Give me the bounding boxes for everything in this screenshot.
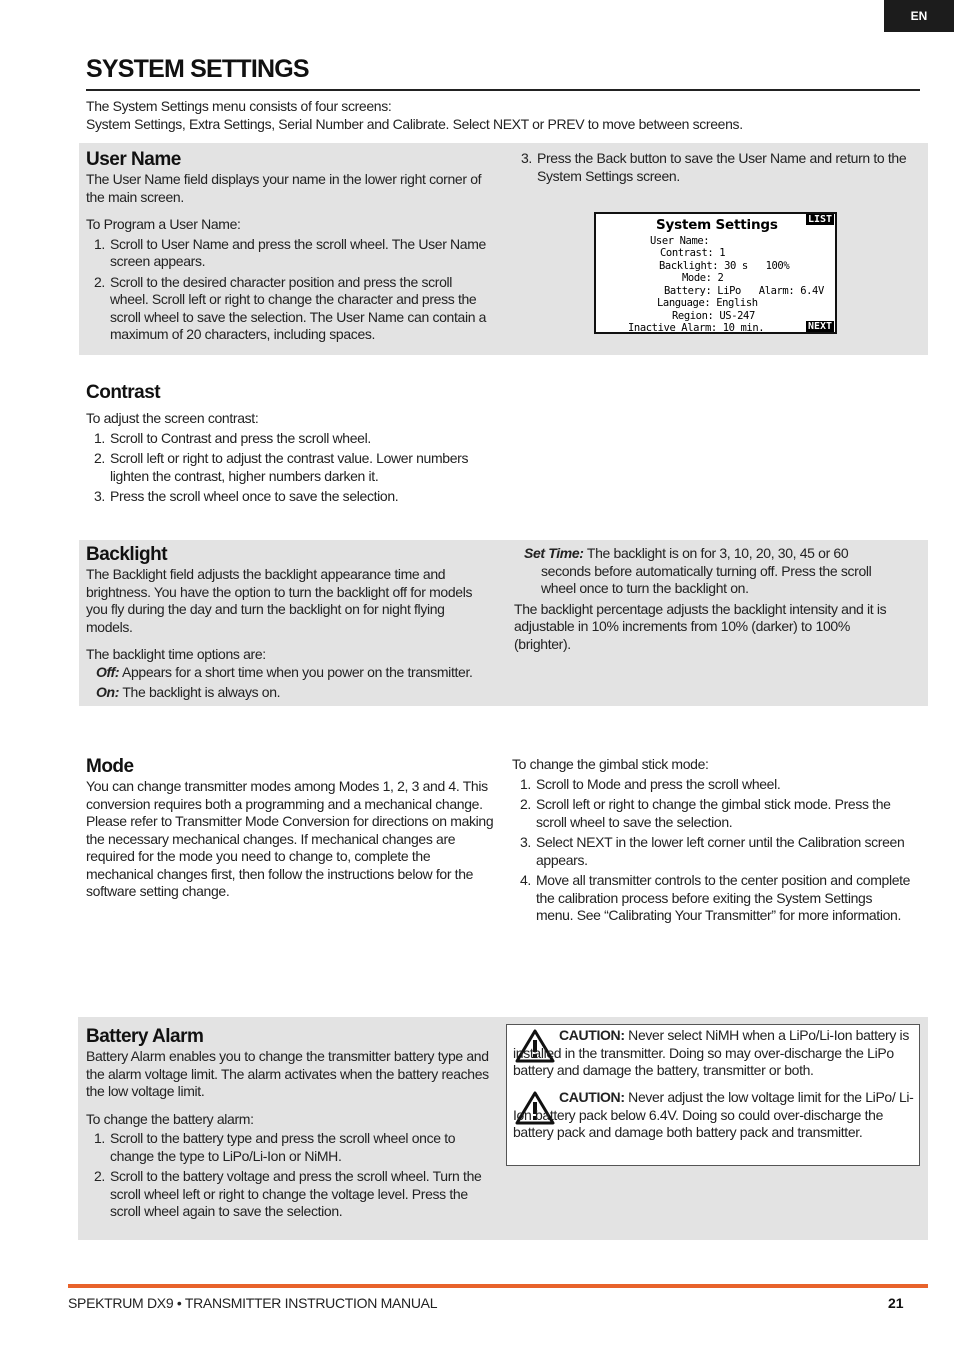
list-item: 3. Select NEXT in the lower left corner until the Calibration screen appears. [520, 834, 905, 868]
list-item: 1. Scroll to User Name and press the scroll wheel. The User Name screen appears. [94, 235, 486, 269]
lcd-row: User Name: [650, 235, 710, 247]
intro-text [86, 98, 926, 133]
lcd-list-button: LIST [808, 214, 833, 225]
title-divider [86, 89, 920, 91]
battery-alarm-steps [86, 1130, 490, 1221]
list-item: 3. Press the Back button to save the User Name and return to the System Settings screen. [521, 150, 907, 184]
list-item: 1. Scroll to Contrast and press the scroll wheel. [94, 429, 371, 446]
intro-next-keyword: NEXT [492, 115, 529, 132]
intro-line2-pre: System Settings, Extra Settings, Serial Number and Calibrate. Select [86, 115, 493, 132]
user-name-step3 [513, 150, 909, 188]
user-name-section [86, 149, 490, 347]
backlight-section [86, 544, 494, 702]
page-number: 21 [888, 1295, 904, 1311]
battery-alarm-heading: Battery Alarm [86, 1026, 204, 1047]
intro-prev-keyword: PREV [547, 115, 585, 132]
list-item: 3. Press the scroll wheel once to save the selection. [94, 488, 399, 504]
intro-line1: The System Settings menu consists of four screens: [86, 98, 392, 114]
list-item: 2. Scroll to the desired character position and press the scroll wheel. Scroll left or right to change the character and press the scroll wheel to save the selection. The User Name can contain a maximum of 20 characters, including spaces. [94, 273, 487, 342]
lcd-row: Inactive Alarm: 10 min. [628, 322, 765, 334]
caution-2: CAUTION: Never adjust the low voltage limit for the LiPo/ Li-Ion battery pack below 6.4V. Doing so could over-discharge the battery pack and damage both battery pack and transmitter. [513, 1089, 914, 1140]
lcd-next-button: NEXT [808, 321, 833, 332]
backlight-option-on: On: The backlight is always on. [96, 684, 281, 700]
list-item: 4. Move all transmitter controls to the center position and complete the calibration process before exiting the System Settings menu. See “Calibrating Your Transmitter” for more information. [520, 872, 911, 923]
intro-or: or [528, 115, 548, 132]
contrast-steps-intro: To adjust the screen contrast: [86, 410, 259, 426]
mode-heading: Mode [86, 756, 134, 777]
contrast-heading: Contrast [86, 382, 161, 403]
backlight-desc: The Backlight field adjusts the backlight appearance time and brightness. You have the option to turn the backlight off for models you fly during the day and turn the backlight on for night flying models. [86, 566, 473, 635]
intro-line2-post: to move between screens. [584, 115, 743, 132]
user-name-heading: User Name [86, 149, 181, 170]
user-name-steps-intro: To Program a User Name: [86, 216, 241, 232]
lcd-row: Region: US-247 [672, 310, 755, 322]
battery-alarm-steps-intro: To change the battery alarm: [86, 1110, 254, 1127]
language-tab-label: EN [910, 9, 928, 23]
mode-steps-intro: To change the gimbal stick mode: [512, 756, 709, 772]
battery-alarm-section [86, 1026, 490, 1224]
backlight-option-settime: Set Time: The backlight is on for 3, 10, 20, 30, 45 or 60 seconds before automatically turning off. Press the scroll wheel once to turn the backlight on. [524, 545, 872, 596]
lcd-title: System Settings [656, 217, 778, 233]
lcd-row: Language: English [657, 297, 758, 309]
language-tab [884, 0, 954, 32]
backlight-heading: Backlight [86, 544, 168, 565]
page-title: SYSTEM SETTINGS [86, 55, 309, 83]
footer-rule [68, 1284, 928, 1288]
backlight-right-column [514, 545, 898, 653]
contrast-steps [86, 430, 490, 506]
mode-desc: You can change transmitter modes among Modes 1, 2, 3 and 4. This conversion requires both a programming and a mechanical change. Please refer to Transmitter Mode Conversion for directions on making the necessary mechanical changes. If mechanical changes are required for the mode you need to change to, complete the mechanical changes first, then follow the instructions below for the software setting change. [86, 778, 494, 899]
intro-line2 [86, 116, 926, 134]
lcd-row: Mode: 2 [682, 272, 724, 284]
list-item: 2. Scroll left or right to change the gimbal stick mode. Press the scroll wheel to save the selection. [520, 796, 891, 830]
backlight-options-intro: The backlight time options are: [86, 646, 266, 662]
caution-1: CAUTION: Never select NiMH when a LiPo/Li-Ion battery is installed in the transmitter. Doing so may over-discharge the LiPo battery and damage the battery, transmitter or both. [513, 1027, 909, 1078]
list-item: 1. Scroll to Mode and press the scroll wheel. [520, 775, 781, 792]
list-item: 2. Scroll left or right to adjust the contrast value. Lower numbers lighten the contrast, higher numbers darken it. [94, 450, 469, 484]
user-name-desc: The User Name field displays your name in the lower right corner of the main screen. [86, 171, 482, 205]
lcd-row: Backlight: 30 s 100% [659, 260, 790, 272]
lcd-row: Battery: LiPo Alarm: 6.4V [664, 285, 824, 297]
lcd-row: Contrast: 1 [660, 247, 726, 259]
mode-steps [512, 776, 912, 925]
user-name-steps [86, 236, 490, 344]
battery-alarm-desc: Battery Alarm enables you to change the transmitter battery type and the alarm voltage limit. The alarm activates when the battery reaches the low voltage limit. [86, 1048, 489, 1099]
mode-section [86, 756, 494, 901]
contrast-section [86, 382, 490, 509]
mode-steps-column [512, 756, 912, 928]
list-item: 2. Scroll to the battery voltage and press the scroll wheel. Turn the scroll wheel left or right to change the voltage level. Press the scroll wheel again to save the selection. [94, 1168, 482, 1219]
backlight-percent-text: The backlight percentage adjusts the backlight intensity and it is adjustable in 10% increments from 10% (darker) to 100% (brighter). [514, 600, 887, 652]
caution-box [506, 1024, 920, 1166]
backlight-option-off: Off: Appears for a short time when you power on the transmitter. [96, 663, 473, 680]
footer-manual-title: SPEKTRUM DX9 • TRANSMITTER INSTRUCTION MANUAL [68, 1295, 438, 1311]
lcd-screen-system-settings [594, 212, 837, 334]
list-item: 1. Scroll to the battery type and press the scroll wheel once to change the type to LiPo/Li-Ion or NiMH. [94, 1130, 456, 1164]
